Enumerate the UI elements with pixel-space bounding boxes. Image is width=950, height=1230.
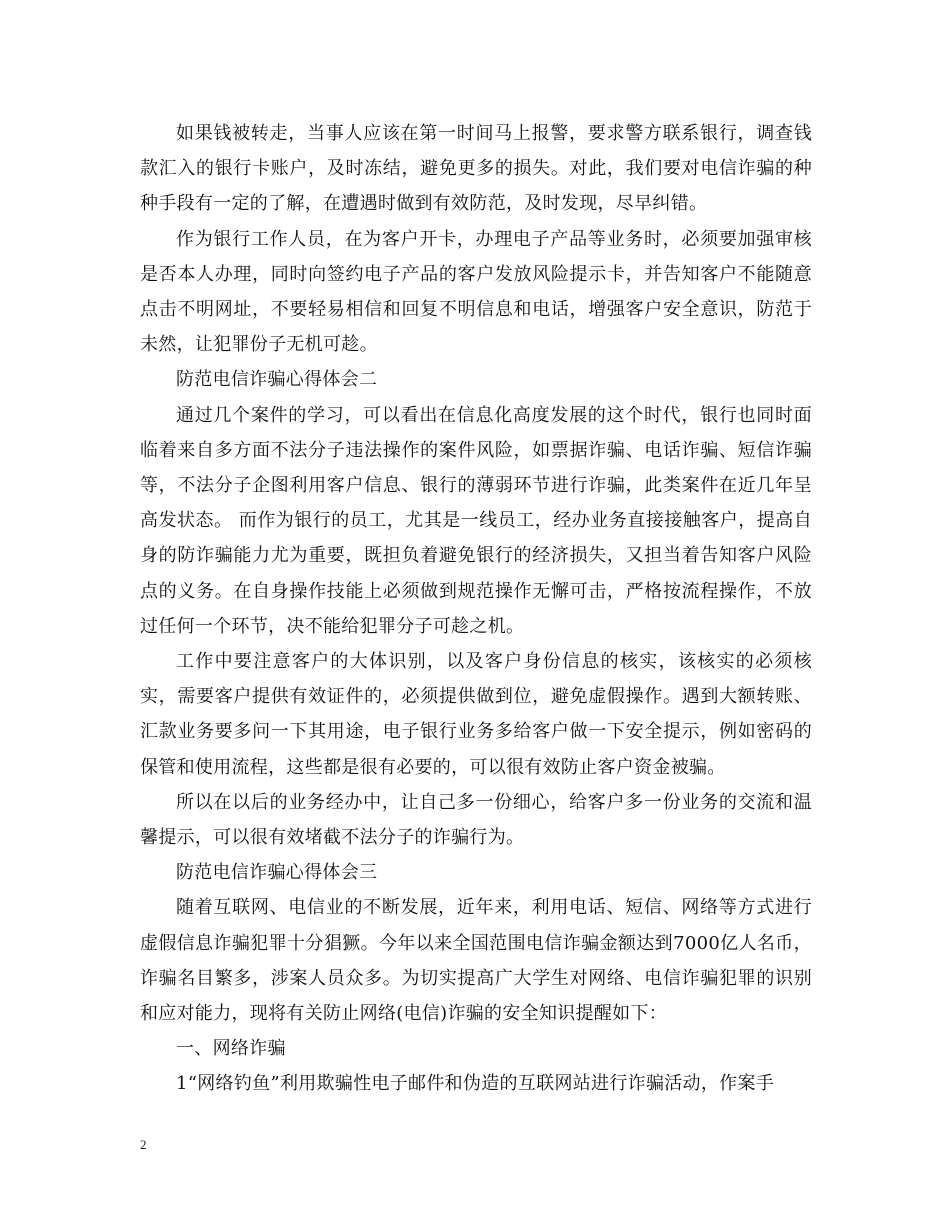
paragraph-future-care: 所以在以后的业务经办中，让自己多一份细心，给客户多一份业务的交流和温馨提示，可以很有效堵截不法分子的诈骗行为。 (140, 791, 812, 849)
page-number: 2 (140, 1137, 147, 1152)
subsection-heading-network-fraud: 一、网络诈骗 (176, 1038, 286, 1060)
paragraph-bank-staff-duties: 作为银行工作人员，在为客户开卡，办理电子产品等业务时，必须要加强审核是否本人办理，同时向签约电子产品的客户发放风险提示卡，并告知客户不能随意点击不明网址，不要轻易相信和回复不明信息和电话，增强客户安全意识，防范于未然，让犯罪份子无机可趁。 (140, 228, 812, 356)
paragraph-bank-transfer-advice: 如果钱被转走，当事人应该在第一时间马上报警，要求警方联系银行，调查钱款汇入的银行卡账户，及时冻结，避免更多的损失。对此，我们要对电信诈骗的种种手段有一定的了解，在遭遇时做到有效防范，及时发现，尽早纠错。 (140, 123, 812, 215)
section-heading-two: 防范电信诈骗心得体会二 (176, 369, 378, 391)
paragraph-telecom-fraud-intro: 随着互联网、电信业的不断发展，近年来，利用电话、短信、网络等方式进行虚假信息诈骗犯罪十分猖獗。今年以来全国范围电信诈骗金额达到7000亿人名币，诈骗名目繁多，涉案人员众多。为切实提高广大学生对网络、电信诈骗犯罪的识别和应对能力，现将有关防止网络(电信)诈骗的安全知识提醒如下： (140, 897, 812, 1025)
section-heading-three: 防范电信诈骗心得体会三 (176, 862, 378, 884)
paragraph-phishing: 1“网络钓鱼”利用欺骗性电子邮件和伪造的互联网站进行诈骗活动，作案手 (176, 1073, 775, 1095)
paragraph-case-study: 通过几个案件的学习，可以看出在信息化高度发展的这个时代，银行也同时面临着来自多方面不法分子违法操作的案件风险，如票据诈骗、电话诈骗、短信诈骗等，不法分子企图利用客户信息、银行的薄弱环节进行诈骗，此类案件在近几年呈高发状态。 而作为银行的员工，尤其是一线员工，经办业务直接接触客户，提高自身的防诈骗能力尤为重要，既担负着避免银行的经济损失，又担当着告知客户风险点的义务。在自身操作技能上必须做到规范操作无懈可击，严格按流程操作，不放过任何一个环节，决不能给犯罪分子可趁之机。 (140, 404, 812, 637)
document-body (140, 116, 812, 1102)
paragraph-customer-verification: 工作中要注意客户的大体识别，以及客户身份信息的核实，该核实的必须核实，需要客户提供有效证件的，必须提供做到位，避免虚假操作。遇到大额转账、汇款业务要多问一下其用途，电子银行业务多给客户做一下安全提示，例如密码的保管和使用流程，这些都是很有必要的，可以很有效防止客户资金被骗。 (140, 651, 812, 778)
